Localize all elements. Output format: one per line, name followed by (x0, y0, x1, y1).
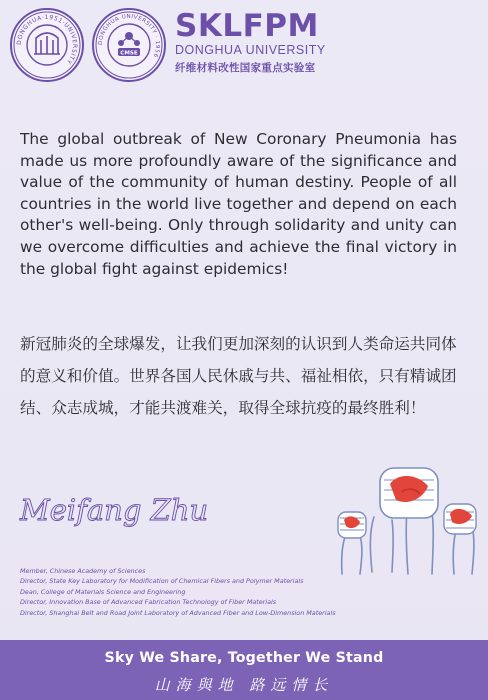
brand-title: SKLFPM (175, 8, 319, 44)
credential-line: Director, Shanghai Belt and Road Joint Laboratory of Advanced Fiber and Low-Dimension Materials (20, 608, 336, 617)
chinese-message: 新冠肺炎的全球爆发，让我们更加深刻的认识到人类命运共同体的意义和价值。世界各国人民休戚与共、福祉相依，只有精诚团结、众志成城，才能共渡难关，取得全球抗疫的最终胜利！ (20, 335, 457, 417)
seal-text-2: DONGHUA UNIVERSITY · 1956 (97, 13, 161, 59)
brand-block (175, 10, 335, 76)
credentials-list (20, 566, 380, 618)
signature-icon (18, 486, 209, 538)
credential-line: Dean, College of Materials Science and Engineering (20, 587, 186, 596)
brand-subtitle: DONGHUA UNIVERSITY (175, 43, 326, 57)
seal-text-1: DONGHUA·1951·UNIVERSITY (15, 13, 79, 66)
slogan-english: Sky We Share, Together We Stand (104, 650, 384, 666)
footer-banner (0, 640, 488, 700)
credential-line: Member, Chinese Academy of Sciences (20, 567, 146, 575)
credential-line: Director, State Key Laboratory for Modification of Chemical Fibers and Polymer Materials (20, 577, 304, 586)
credential-line: Director, Innovation Base of Advanced Fabrication Technology of Fiber Materials (20, 598, 277, 607)
donghua-university-seal-icon (10, 8, 84, 82)
brand-chinese-name: 纤维材料改性国家重点实验室 (175, 62, 316, 74)
seal-emblem-text: CMSE (120, 50, 138, 57)
slogan-chinese: 山海與地 路远情长 (154, 676, 334, 694)
raised-fists-icon (332, 462, 482, 584)
english-message: The global outbreak of New Coronary Pneumonia has made us more profoundly aware of the significance and value of the community of human destiny. People of all countries in the world live together and depend on each other's well-being. Only through solidarity and unity can we overcome difficulties and achieve the final victory in the global fight against epidemics! (20, 130, 457, 278)
signature-text: Meifang Zhu (20, 493, 209, 527)
college-materials-seal-icon (92, 8, 166, 82)
